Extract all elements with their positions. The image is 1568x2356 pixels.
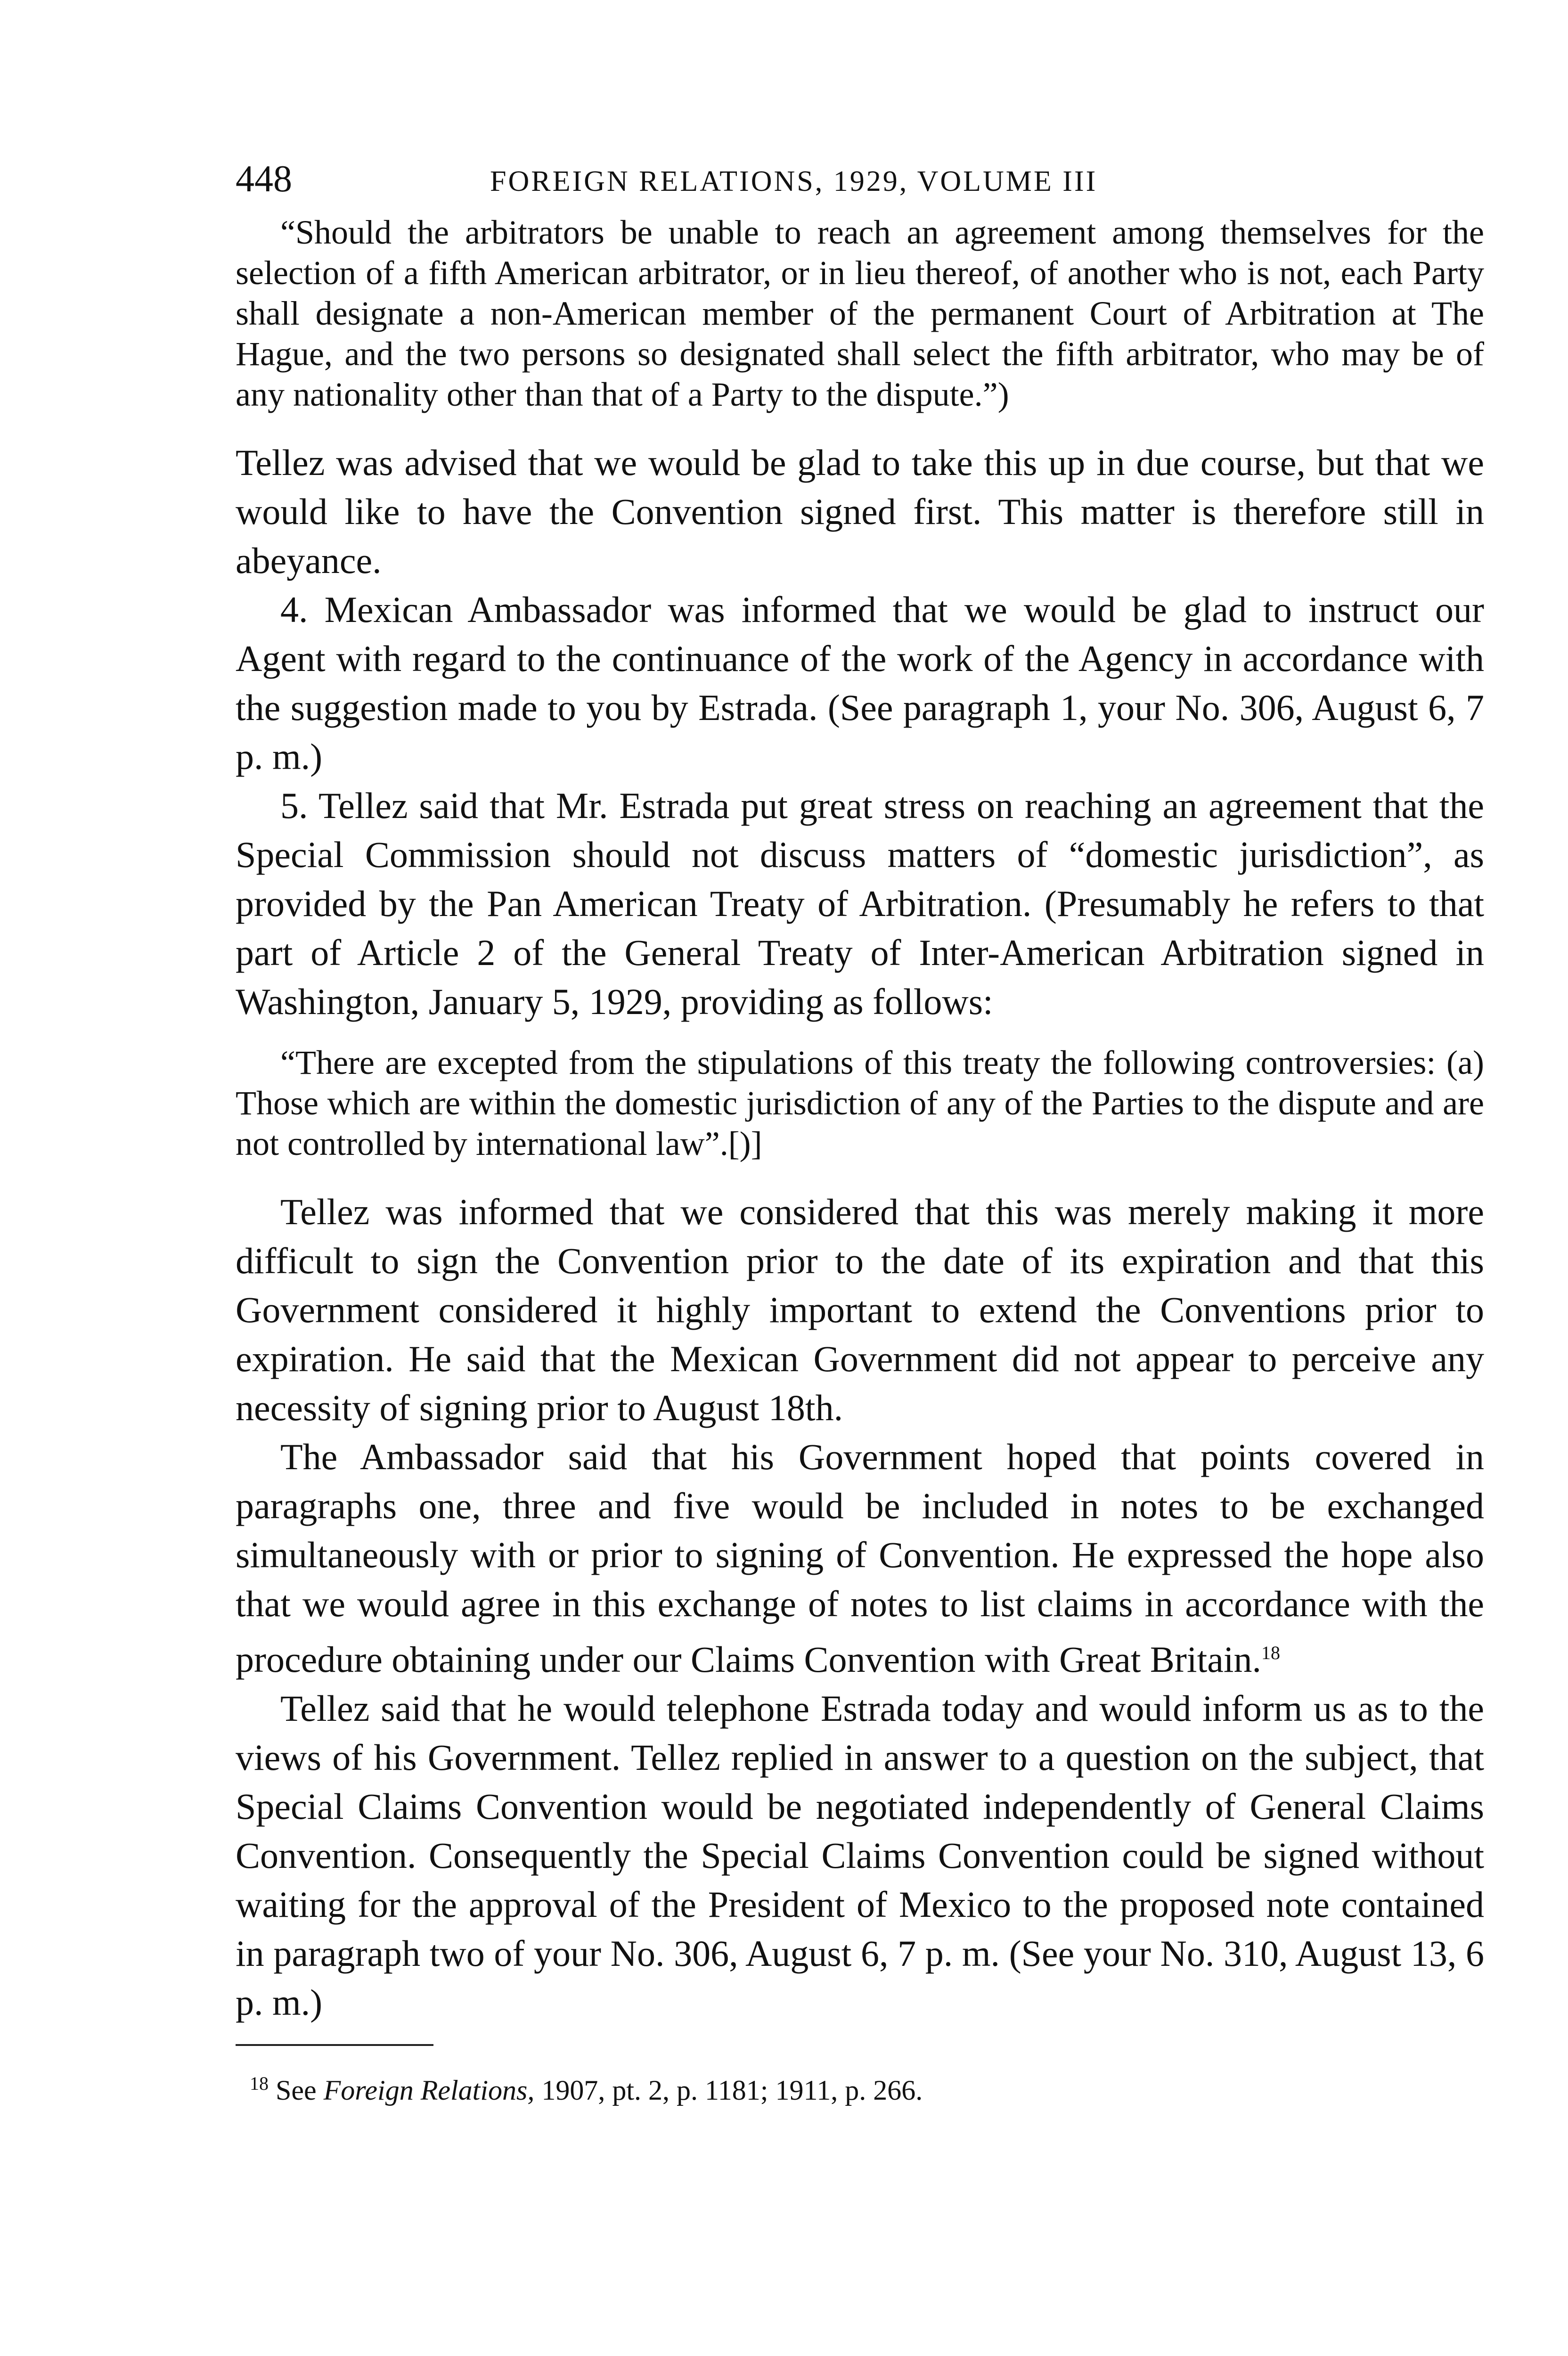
document-page — [236, 160, 1484, 2109]
quoted-clause-arbitrators: “Should the arbitrators be unable to reach an agreement among themselves for the selection of a fifth American arbitrator, or in lieu thereof, of another who is not, each Party shall designate a non-American member of the permanent Court of Arbitration at The Hague, and the two persons so designated shall select the fifth arbitrator, who may be of any nationality other than that of a Party to the dispute.”) — [236, 213, 1484, 413]
paragraph-item-5: 5. Tellez said that Mr. Estrada put great stress on reaching an agreement that the Special Commission should not discuss matters of “domestic jurisdiction”, as provided by the Pan American Treaty of Arbitration. (Presumably he refers to that part of Article 2 of the General Treaty of Inter-American Arbitration signed in Washington, January 5, 1929, providing as follows: — [236, 785, 1484, 1022]
paragraph-tellez-telephone: Tellez said that he would telephone Estrada today and would inform us as to the views of his Government. Tellez replied in answer to a question on the subject, that Special Claims Convention would be negotiated independently of General Claims Convention. Consequently the Special Claims Convention could be signed without waiting for the approval of the President of Mexico to the proposed note contained in paragraph two of your No. 306, August 6, 7 p. m. (See your No. 310, August 13, 6 p. m.) — [236, 1688, 1484, 2023]
footnote-citation: 1907, pt. 2, p. 1181; 1911, p. 266. — [541, 2075, 923, 2106]
page-header — [236, 160, 1484, 212]
paragraph-ambassador-said — [236, 1432, 1484, 1684]
page-number: 448 — [236, 158, 292, 200]
paragraph-item-4: 4. Mexican Ambassador was informed that we would be glad to instruct our Agent with regard to the continuance of the work of the Agency in accordance with the suggestion made to you by Estrada. (See paragraph 1, your No. 306, August 6, 7 p. m.) — [236, 589, 1484, 777]
quoted-clause-exceptions: “There are excepted from the stipulations of this treaty the following controversies: (a) Those which are within the domestic jurisdiction of any of the Parties to the dispute and are not controlled by international law”.[)] — [236, 1044, 1484, 1162]
footnote-number: 18 — [250, 2073, 269, 2094]
footnote-divider — [236, 2044, 433, 2046]
paragraph-tellez-informed: Tellez was informed that we considered that this was merely making it more difficult to sign the Convention prior to the date of its expiration and that this Government considered it highly important to extend the Conventions prior to expiration. He said that the Mexican Government did not appear to perceive any necessity of signing prior to August 18th. — [236, 1191, 1484, 1428]
paragraph-tellez-advised: Tellez was advised that we would be glad to take this up in due course, but that we would like to have the Convention signed first. This matter is therefore still in abeyance. — [236, 442, 1484, 581]
running-head: FOREIGN RELATIONS, 1929, VOLUME III — [490, 165, 1098, 197]
footnote-reference: 18 — [1261, 1642, 1281, 1663]
footnote — [250, 2065, 1484, 2109]
footnote-title: Foreign Relations, — [323, 2075, 535, 2106]
paragraph-ambassador-text: The Ambassador said that his Government hoped that points covered in paragraphs one, three and five would be included in notes to be exchanged simultaneously with or prior to signing of Convention. He expressed the hope also that we would agree in this exchange of notes to list claims in accordance with the procedure obtaining under our Claims Convention with Great Britain. — [236, 1436, 1484, 1680]
footnote-prefix: See — [276, 2075, 317, 2106]
